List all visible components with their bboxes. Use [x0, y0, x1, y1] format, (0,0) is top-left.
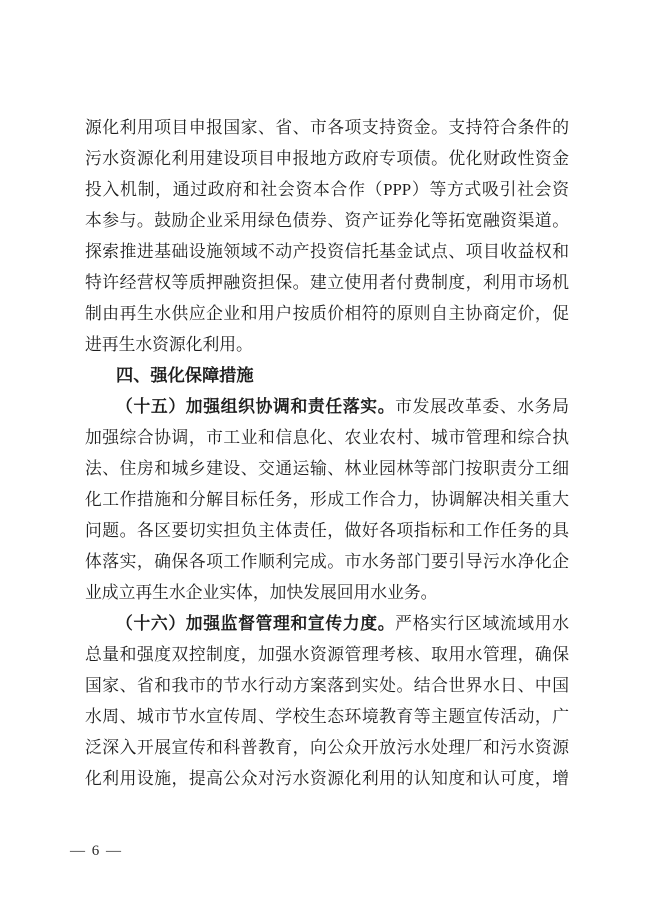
text-line: 水周、城市节水宣传周、学校生态环境教育等主题宣传活动，广	[85, 707, 569, 726]
text-line: 化利用设施，提高公众对污水资源化利用的认知度和认可度，增	[85, 769, 569, 788]
text-line: 问题。各区要切实担负主体责任，做好各项指标和工作任务的具	[85, 521, 569, 540]
text-line	[85, 391, 569, 422]
text-line: 特许经营权等质押融资担保。建立使用者付费制度，利用市场机	[85, 273, 569, 292]
document-body	[85, 112, 569, 794]
text-line	[85, 608, 569, 639]
text-line: 加强综合协调，市工业和信息化、农业农村、城市管理和综合执	[85, 428, 569, 447]
page-number: — 6 —	[70, 843, 123, 859]
item-16-lead-bold: （十六）加强监督管理和宣传力度。	[116, 614, 396, 633]
text-line: 国家、省和我市的节水行动方案落到实处。结合世界水日、中国	[85, 676, 569, 695]
section-heading: 四、强化保障措施	[116, 365, 254, 385]
paragraph-item-16	[85, 608, 569, 794]
text-line: 总量和强度双控制度，加强水资源管理考核、取用水管理，确保	[85, 645, 569, 664]
text-line: 法、住房和城乡建设、交通运输、林业园林等部门按职责分工细	[85, 459, 569, 478]
text-line: 化工作措施和分解目标任务，形成工作合力，协调解决相关重大	[85, 490, 569, 509]
item-16-first-line-rest: 严格实行区域流域用水	[395, 614, 569, 633]
text-line: 业成立再生水企业实体，加快发展回用水业务。	[85, 583, 438, 602]
paragraph-continuation	[85, 112, 569, 360]
text-line: 制由再生水供应企业和用户按质价相符的原则自主协商定价，促	[85, 304, 569, 323]
text-line: 进再生水资源化利用。	[85, 335, 253, 354]
text-line: 本参与。鼓励企业采用绿色债券、资产证券化等拓宽融资渠道。	[85, 211, 569, 230]
item-15-lines	[85, 422, 569, 608]
item-15-first-line-rest: 市发展改革委、水务局	[395, 397, 569, 416]
item-16-lines	[85, 639, 569, 794]
text-line: 泛深入开展宣传和科普教育，向公众开放污水处理厂和污水资源	[85, 738, 569, 757]
text-line: 体落实，确保各项工作顺利完成。市水务部门要引导污水净化企	[85, 552, 569, 571]
text-line: 探索推进基础设施领域不动产投资信托基金试点、项目收益权和	[85, 242, 569, 261]
text-line: 源化利用项目申报国家、省、市各项支持资金。支持符合条件的	[85, 118, 569, 137]
paragraph-item-15	[85, 391, 569, 608]
text-line: 污水资源化利用建设项目申报地方政府专项债。优化财政性资金	[85, 149, 569, 168]
item-15-lead-bold: （十五）加强组织协调和责任落实。	[116, 397, 396, 416]
text-line: 投入机制，通过政府和社会资本合作（PPP）等方式吸引社会资	[85, 180, 569, 199]
